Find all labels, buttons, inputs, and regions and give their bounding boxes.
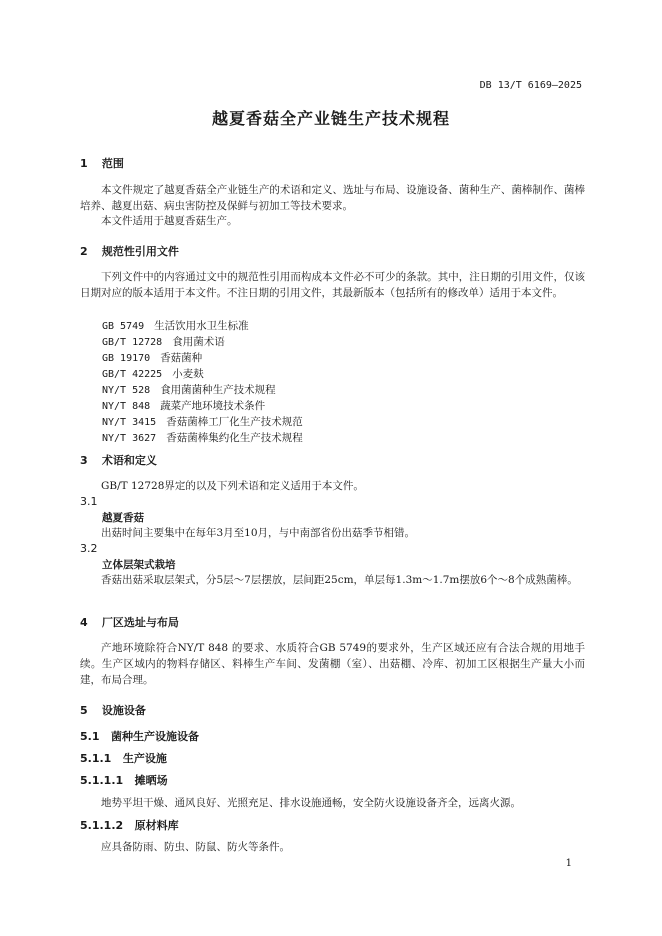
paragraph: 产地环境除符合NY/T 848 的要求、水质符合GB 5749的要求外，生产区域还应有合法合规的用地手续。生产区域内的物料存储区、料棒生产车间、发菌棚（室）、出菇棚、冷库、初加工区根据生产量大小而建，布局合理。 [80,642,585,686]
term-definition: 香菇出菇采取层架式，分5层～7层摆放，层间距25cm，单层每1.3m～1.7m摆放6个～8个成熟菌棒。 [101,574,578,586]
paragraph: 应具备防雨、防虫、防鼠、防火等条件。 [101,841,290,853]
section-title: 设施设备 [101,704,146,717]
reference-item: NY/T 848 蔬菜产地环境技术条件 [102,400,266,412]
section-title: 厂区选址与布局 [101,616,179,629]
document-title: 越夏香菇全产业链生产技术规程 [211,109,450,128]
section-number: 2 [80,245,88,258]
reference-item: GB/T 42225 小麦麸 [102,368,204,380]
section-title: 规范性引用文件 [101,245,179,258]
reference-item: NY/T 3415 香菇菌棒工厂化生产技术规范 [102,416,303,428]
paragraph: 本文件规定了越夏香菇全产业链生产的术语和定义、选址与布局、设施设备、菌种生产、菌棒制作、菌棒培养、越夏出菇、病虫害防控及保鲜与初加工等技术要求。 [80,184,585,212]
section-number: 1 [80,157,88,170]
section-heading-1 [80,155,124,171]
reference-item: GB 19170 香菇菌种 [102,352,203,364]
term-name: 越夏香菇 [102,512,144,524]
subsection-title: 菌种生产设施设备 [111,730,199,743]
paragraph: 本文件适用于越夏香菇生产。 [101,215,238,227]
section-heading-3 [80,452,157,468]
subsection-number: 5.1.1.1 [80,774,124,787]
term-name: 立体层架式栽培 [102,559,176,571]
reference-item: NY/T 528 食用菌菌种生产技术规程 [102,384,276,396]
section-heading-2 [80,243,179,259]
reference-item: GB/T 12728 食用菌术语 [102,336,225,348]
section-number: 3 [80,454,88,467]
term-number: 3.2 [80,542,98,555]
subsection-number: 5.1 [80,730,100,743]
reference-item: NY/T 3627 香菇菌棒集约化生产技术规程 [102,432,303,444]
section-heading-4 [80,614,179,630]
section-title: 术语和定义 [101,454,157,467]
reference-item: GB 5749 生活饮用水卫生标准 [102,320,249,332]
standard-number: DB 13/T 6169—2025 [479,80,582,91]
term-definition: 出菇时间主要集中在每年3月至10月，与中南部省份出菇季节相错。 [101,527,416,539]
subsection-number: 5.1.1 [80,752,112,765]
subsection-title: 摊晒场 [134,774,168,787]
subsection-heading [80,772,168,788]
subsection-title: 生产设施 [122,752,167,765]
subsection-title: 原材料库 [134,819,179,832]
section-number: 5 [80,704,88,717]
subsection-heading [80,750,167,766]
section-heading-5 [80,702,146,718]
subsection-heading [80,817,179,833]
paragraph: 下列文件中的内容通过文中的规范性引用而构成本文件必不可少的条款。其中，注日期的引用文件，仅该日期对应的版本适用于本文件。不注日期的引用文件，其最新版本（包括所有的修改单）适用于本文件。 [80,271,585,299]
paragraph: 地势平坦干燥、通风良好、光照充足、排水设施通畅，安全防火设施设备齐全，远离火源。 [101,797,521,809]
subsection-number: 5.1.1.2 [80,819,124,832]
section-title: 范围 [101,157,124,170]
section-number: 4 [80,616,88,629]
paragraph: GB/T 12728界定的以及下列术语和定义适用于本文件。 [101,480,364,492]
page-number: 1 [565,858,572,869]
subsection-heading [80,728,199,744]
term-number: 3.1 [80,495,98,508]
